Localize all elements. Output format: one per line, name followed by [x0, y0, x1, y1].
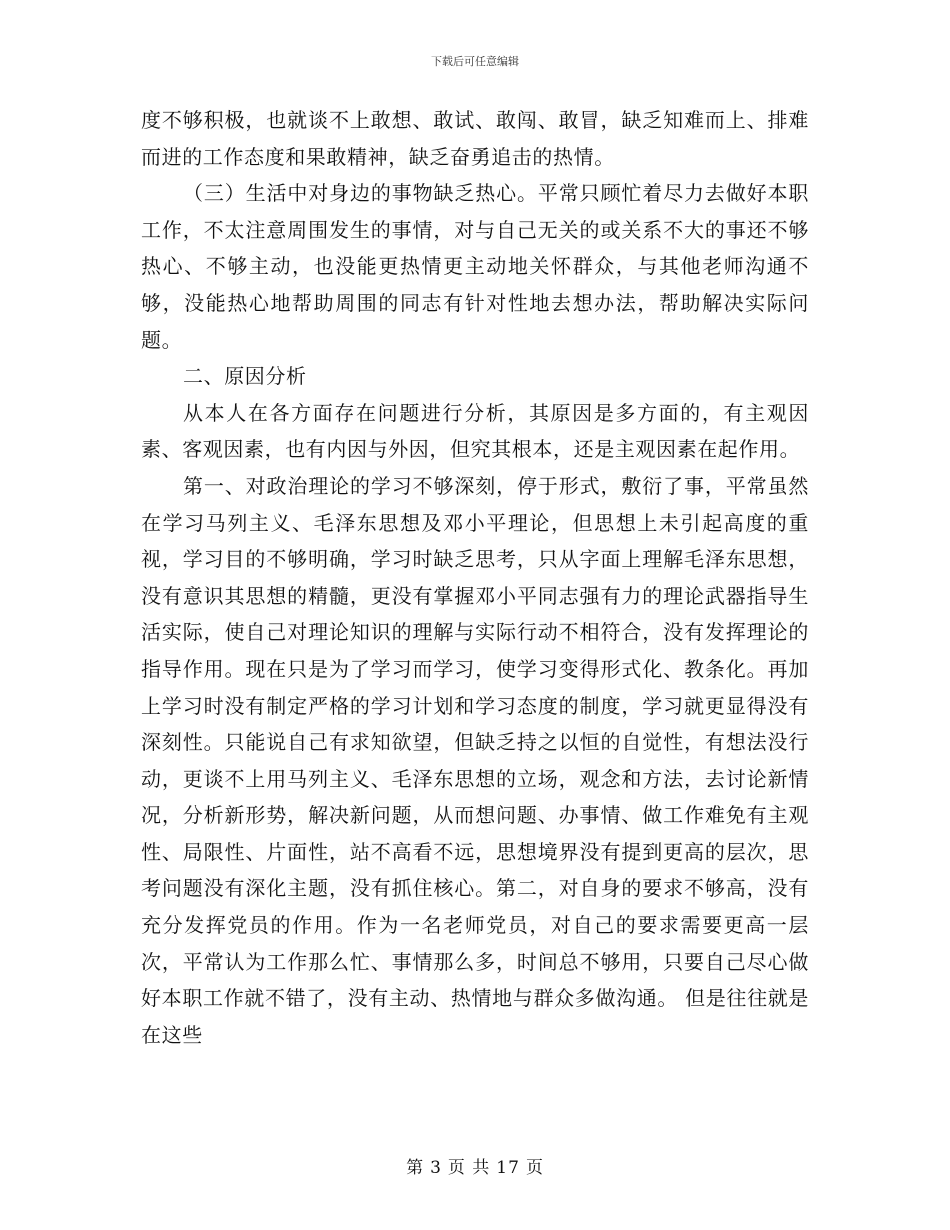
- page-header: 下载后可任意编辑: [431, 55, 519, 68]
- paragraph: 第一、对政治理论的学习不够深刻，停于形式，敷衍了事，平常虽然在学习马列主义、毛泽东思想及邓小平理论，但思想上未引起高度的重视，学习目的不够明确，学习时缺乏思考，只从字面上理解毛泽东思想，没有意识其思想的精髓，更没有掌握邓小平同志强有力的理论武器指导生活实际，使自己对理论知识的理解与实际行动不相符合，没有发挥理论的指导作用。现在只是为了学习而学习，使学习变得形式化、教条化。再加上学习时没有制定严格的学习计划和学习态度的制度，学习就更显得没有深刻性。只能说自己有求知欲望，但缺乏持之以恒的自觉性，有想法没行动，更谈不上用马列主义、毛泽东思想的立场，观念和方法，去讨论新情况，分析新形势，解决新问题，从而想问题、办事情、做工作难免有主观性、局限性、片面性，站不高看不远，思想境界没有提到更高的层次，思考问题没有深化主题，没有抓住核心。第二，对自身的要求不够高，没有充分发挥党员的作用。作为一名老师党员，对自己的要求需要更高一层次，平常认为工作那么忙、事情那么多，时间总不够用，只要自己尽心做好本职工作就不错了，没有主动、热情地与群众多做沟通。 但是往往就是在这些: [141, 473, 809, 1047]
- paragraph: 从本人在各方面存在问题进行分析，其原因是多方面的，有主观因素、客观因素，也有内因与外因，但究其根本，还是主观因素在起作用。: [141, 400, 809, 462]
- current-page-number: 3: [430, 1158, 442, 1178]
- section-heading: 二、原因分析: [183, 364, 307, 389]
- paragraph: 度不够积极，也就谈不上敢想、敢试、敢闯、敢冒，缺乏知难而上、排难而进的工作态度和果敢精神，缺乏奋勇追击的热情。: [141, 108, 809, 169]
- document-body: [141, 102, 809, 1053]
- footer-suffix: 页: [525, 1158, 544, 1178]
- footer-middle: 页 共: [447, 1158, 491, 1178]
- page-footer: [0, 1153, 950, 1178]
- total-page-count: 17: [496, 1158, 520, 1178]
- footer-prefix: 第: [406, 1158, 425, 1178]
- paragraph: （三）生活中对身边的事物缺乏热心。平常只顾忙着尽力去做好本职工作，不太注意周围发生的事情，对与自己无关的或关系不大的事还不够热心、不够主动，也没能更热情更主动地关怀群众，与其他老师沟通不够，没能热心地帮助周围的同志有针对性地去想办法，帮助解决实际问题。: [141, 181, 809, 352]
